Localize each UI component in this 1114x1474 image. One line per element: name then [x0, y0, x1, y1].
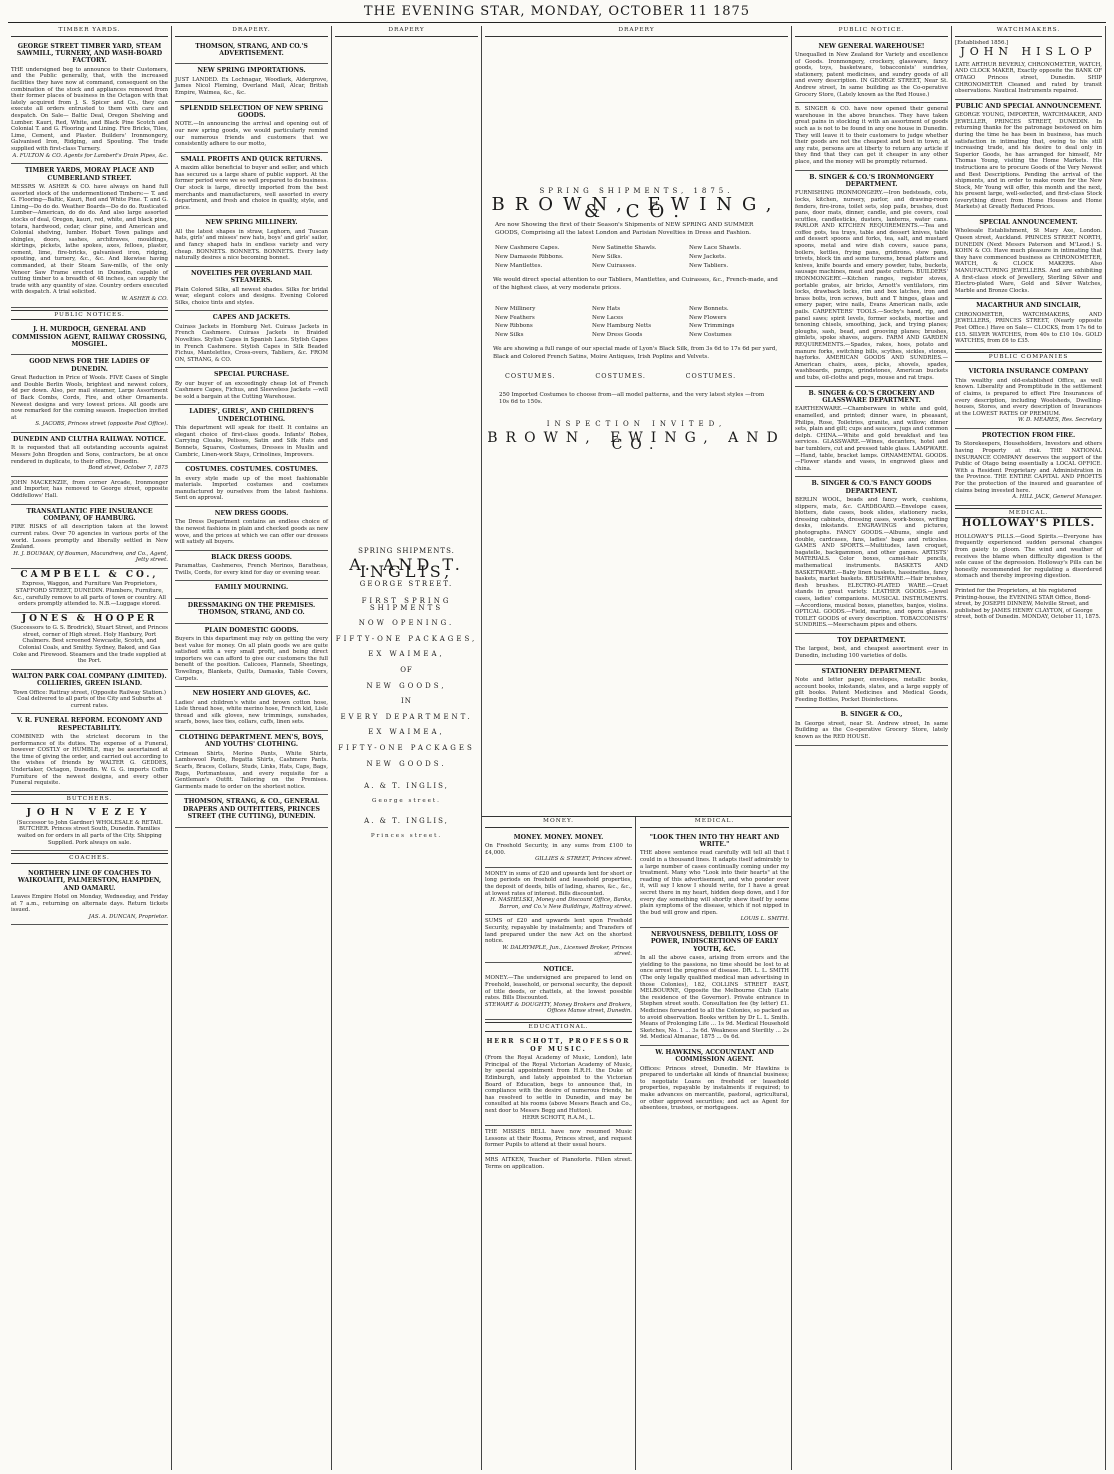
warehouse-section: [795, 171, 948, 387]
medical-column: [637, 817, 792, 1470]
money-ad: [485, 915, 632, 963]
drapery-section-body: All the latest shapes in straw, Leghorn, and Tuscan hats, girls' and misses' new hats, boys' and girls' sailor, and fancy shaped hats in endless variety and very cheap. BONNETS. BONNETS. BONNETS. Every lady naturally desires a nice becoming bonnet.: [175, 228, 328, 262]
section-header-medical: MEDICAL.: [640, 817, 789, 828]
ad-body: MESSRS W. ASHER & CO. have always on hand full assorted stock of the undermentioned Timbers:— T. and G. Flooring—Baltic, Kauri, Red and White Pine. T. and G. Lining—Do do do. Weather Boards—Do do do. Rusticated Lumber—American, do do do. And also large assorted stocks of deal, Oregon, kauri, red, white, and black pine, totara, hardwood, cedar, clear pine, and American and Colonial shelving, lumber. Hobart Town palings and shingles, doors, sashes, architraves, mouldings, skirtings, pickets, lathe spokes, axes, felloes, plaster, cement, lime, fire-bricks, galvanised iron, ridging, spouting, and turnery, &c., &c. And likewise having commanded, at their Steam Saw-mills, of the only Veneer Saw Frame erected in Dunedin, capable of cutting timber to a breadth of 48 inches, can supply the trade with any quantity of size. Country orders executed with despatch. A trial solicited.: [11, 183, 168, 296]
medical-ad-signature: LOUIS L. SMITH.: [740, 916, 789, 923]
notice-signature: H. J. BOUMAN, Of Bouman, Macandrew, and Co., Agent, Jetty street.: [13, 550, 168, 564]
notice: [11, 323, 168, 355]
column-header: DRAPERY.: [175, 26, 328, 37]
money-ad-body: MONEY.—The undersigned are prepared to lend on Freehold, leasehold, or personal security, the deposit of title deeds, or chattels, at the lowest possible rates. Bills Discounted.: [485, 975, 632, 1002]
warehouse-section-title: B. SINGER & CO.'S CROCKERY AND GLASSWARE DEPARTMENT.: [808, 389, 935, 404]
inglis-line: OF: [400, 665, 413, 674]
drapery-section-title: FAMILY MOURNING.: [214, 584, 289, 592]
blank-space: [335, 40, 478, 540]
costumes-label: COSTUMES.: [505, 372, 556, 381]
goods-item: New Lace Shawls.: [689, 245, 742, 252]
holloways-ad: [955, 531, 1102, 585]
section-header-money: MONEY.: [485, 817, 632, 828]
watchmaker-section-title: MACARTHUR AND SINCLAIR,: [976, 302, 1081, 310]
brown-ewing-brand-bottom: BROWN, EWING, AND CO.: [487, 430, 786, 453]
section-header-medical: MEDICAL.: [955, 508, 1102, 519]
coach-body: Leaves Empire Hotel on Monday, Wednesday, and Friday at 7 a.m., returning on alternate days. Return tickets issued.: [11, 894, 168, 914]
notice-body: Great Reduction in Price of Wools. FIVE Cases of Single and Double Berlin Wools, brightest and newest colors, 4d per down. Also, per mail steamer, Large Assortment of Back Combs, Cords, Fire, and other Ornaments. Newest designs and very lowest prices. All goods are now remarked for the coming season. Inspection invited at: [11, 375, 168, 421]
drapery-section-body: The Dress Department contains an endless choice of the newest fashions in plain and checked goods as new wove, and the prices at which we can offer our dresses will satisfy all buyers.: [175, 519, 328, 546]
drapery-section: [175, 40, 328, 65]
money-ad-body: MONEY in sums of £20 and upwards lent for short or long periods on freehold and leasehold properties, the deposit of deeds, bills of lading, shares, &c., &c., at lowest rates of interest. Bills discounted.: [485, 870, 632, 897]
section-header-public-companies: PUBLIC COMPANIES: [955, 352, 1102, 363]
notice: [11, 670, 168, 715]
watchmaker-section-title: PUBLIC AND SPECIAL ANNOUNCEMENT.: [955, 102, 1102, 110]
drapery-section: [175, 216, 328, 266]
notice: [11, 613, 168, 670]
watchmaker-section-body: CHRONOMETER, WATCHMAKERS, AND JEWELLERS, PRINCES STREET, (Nearly opposite Post Office.) Have on Sale— CLOCKS, from 17s 6d to £15. SILVER WATCHES, from 40s to £10 10s. GOLD WATCHES, from £6 to £35.: [955, 311, 1102, 345]
blank-space: [485, 40, 788, 180]
drapery-section: [175, 267, 328, 312]
notice-body: COMBINED with the strictest decorum in the performance of its duties. The expense of a Funeral, however COSTLY or HUMBLE, may be ascertained at the time of giving the order, and carried out according to the wishes of friends by WALTER G. GEDDES, Undertaker, Octagon, Dunedin. W. G. G. imports Coffin Furniture of the newest designs, and every other Funeral requisite.: [11, 734, 168, 787]
inglis-lines: [335, 598, 478, 767]
goods-item: New Silks: [495, 331, 524, 338]
drapery-section: [175, 624, 328, 688]
inspection-invited: INSPECTION INVITED,: [546, 419, 727, 428]
inglis-firm-name: A. AND T. INGLIS,: [349, 555, 464, 581]
notice-body: FIRE RISKS of all description taken at the lowest current rates. Over 70 agencies in various ports of the world. Losses promptly and liberally settled in New Zealand.: [11, 524, 168, 551]
goods-item: New Dress Goods: [592, 331, 643, 338]
drapery-section-title: NEW HOSIERY AND GLOVES, &C.: [192, 690, 311, 698]
notice-body: Town Office: Rattray street, (Opposite Railway Station.) Coal delivered to all parts of the City and Suburbs at current rates.: [13, 689, 166, 709]
section-header-educational: EDUCATIONAL.: [485, 1022, 632, 1033]
watchmaker-section-body: LATE ARTHUR BEVERLY, CHRONOMETER, WATCH, AND CLOCK MAKER, Exactly opposite the BANK OF OTAGO Princes street, Dunedin. SHIP CHRONOMETER Cleaned and rated by transit observations. Nautical Instruments repaired.: [955, 61, 1102, 95]
education-ad: [485, 1035, 632, 1126]
ad-title: TIMBER YARDS, MORAY PLACE AND CUMBERLAND STREET.: [24, 167, 155, 182]
drapery-section: [175, 64, 328, 101]
medical-ad-body: In all the above cases, arising from errors and the yielding to the passions, no time should be lost to at once arrest the progress of disease. DR. L. L. SMITH (The only legally qualified medical man advertising in those Colonies), 182, COLLINS STREET EAST, MELBOURNE, Opposite the Melbourne Club (Late the residence of the Governor). Private entrance in Stephen street south. Consultation fee (by letter) £1. Medicines forwarded to all the Colonies, so packed as to avoid observation. Books written by Dr L. L. Smith. Means of Prolonging Life ... 1s 9d. Medical Household Sketches, No. 1 ... 3s 6d. Weakness and Sterility ... 2s 9d. Medical Almanac, 1875 ... 0s 6d.: [640, 955, 789, 1041]
insurance-ad-title: PROTECTION FROM FIRE.: [981, 431, 1076, 439]
drapery-section-title: NEW SPRING IMPORTATIONS.: [197, 67, 306, 75]
drapery-section-title: DRESSMAKING ON THE PREMISES. THOMSON, STRANG, AND CO.: [187, 601, 316, 617]
column-header: TIMBER YARDS.: [11, 26, 168, 37]
inglis-line: FIFTY-ONE PACKAGES,: [335, 634, 478, 643]
inglis-signature-george: A. & T. INGLIS,: [364, 782, 449, 791]
money-education-column: [482, 817, 636, 1470]
warehouse-section-body: The largest, best, and cheapest assortment ever in Dunedin, including 100 varieties of dolls.: [795, 646, 948, 659]
inglis-signature-princes-street: Princes street.: [370, 832, 443, 839]
medical-ad-body: THE above sentence read carefully will tell all that I could in a thousand lines. It adapts itself admirably to a large number of cases continually coming under my treatment. Many who "Look into their hearts" at the reading of this advertisement, and who ponder over it, will say I know I should write, for I have a great secret there in my heart, hidden deep down, and I for every day something will shortly shew itself by some plain symptoms of the disease, which if not nipped in the bud will grow and ripen.: [640, 850, 789, 916]
money-ad-title: NOTICE.: [543, 965, 574, 973]
drapery-section-title: LADIES', GIRLS', AND CHILDREN'S UNDERCLOTHING.: [189, 408, 314, 423]
inglis-line: NEW GOODS,: [366, 681, 447, 690]
column-header: WATCHMAKERS.: [955, 26, 1102, 37]
education-ad-body: MRS AITKEN, Teacher of Pianoforte. Fillen street. Terms on application.: [485, 1157, 632, 1170]
note-black-silk: We are showing a full range of our special made of Lyon's Black Silk, from 3s 6d to 17s 6d per yard, Black and Colored French Satins, Moire Antiques, Irish Poplins and Velvets.: [493, 346, 778, 360]
ad-asher-timber: [11, 164, 168, 308]
coach-title: NORTHERN LINE OF COACHES TO WAIKOUAITI, PALMERSTON, HAMPDEN, AND OAMARU.: [17, 869, 162, 892]
drapery-section-title: SPLENDID SELECTION OF NEW SPRING GOODS.: [179, 104, 323, 119]
insurance-ad-body: To Storekeepers, Householders, Investors and others having Property at risk. THE NATIONAL INSURANCE COMPANY deserves the support of the Public of Otago being essentially a LOCAL OFFICE. With a Resident Proprietary and Administration in the Province. THE ENTIRE CAPITAL AND PROFITS For the protection of the insured and guarantee of claims being invested here.: [955, 441, 1102, 494]
insurance-ad-signature: A. HILL JACK, General Manager.: [1012, 494, 1102, 501]
goods-item: New Cashmere Capes.: [495, 245, 560, 252]
watchmaker-section: [955, 299, 1102, 349]
column-thomson-strang: [172, 26, 332, 1470]
drapery-section-title: SPECIAL PURCHASE.: [213, 371, 290, 379]
goods-item: New Hats: [592, 305, 621, 312]
column-header: PUBLIC NOTICE.: [795, 26, 948, 37]
medical-ad: [640, 831, 789, 928]
warehouse-section-body: Unequalled in New Zealand for Variety and excellence of Goods. Ironmongery, crockery, glassware, fancy goods, toys, basketware, tobacconists' sundries, stationery, patent medicines, and sundry goods of all and every description. IN GEORGE STREET, Near St. Andrew street, In same building as the Co-operative Grocery Store, (Lately known as the Red House.): [795, 52, 948, 98]
warehouse-section: [795, 665, 948, 709]
accountant-ad-body: Offices: Princes street, Dunedin. Mr Hawkins is prepared to undertake all kinds of financial business; to negotiate Loans on freehold or leasehold properties, repayable by instalments if required; to make advances on mercantile, pastoral, agricultural, or other approved securities; and act as Agent for absentees, trustees, or mortgagees.: [640, 1065, 789, 1112]
ad-signature: A. FULTON & CO. Agents for Lambert's Drain Pipes, &c.: [12, 152, 168, 159]
inglis-signature-princes: A. & T. INGLIS,: [364, 817, 449, 826]
notice-title: DUNEDIN AND CLUTHA RAILWAY. NOTICE.: [13, 436, 166, 443]
watchmaker-section-body: GEORGE YOUNG, IMPORTER, WATCHMAKER, AND JEWELLER, PRINCES STREET, DUNEDIN. In returning thanks for the patronage bestowed on him during the time he has been in business, has much satisfaction in intimating that, owing to his still increasing trade, and his desire to deal only in Superior Goods, he has arranged for himself, Mr Thomas Young, visiting the Home Markets. His instructions are to procure Goods of the Very Newest and Best Descriptions. Pending the arrival of the shipments, and in order to make room for the New Stock, Mr Young will offer, this month and the next, his present large, well-selected, and first-class Stock (everything direct from Home Houses and Home Markets) at Greatly Reduced Prices.: [955, 112, 1102, 211]
notice: [11, 477, 168, 505]
notice: [11, 569, 168, 613]
education-ad-body: THE MISSES BELL have now resumed Music Lessons at their Rooms, Princes street, and request former Pupils to attend at their usual hours.: [485, 1129, 632, 1149]
goods-item: New Bonnets.: [689, 305, 729, 312]
goods-item: New Flowers: [689, 314, 727, 321]
warehouse-section-body: EARTHENWARE.—Chamberware in white and gold, enamelled, and printed; dinner ware, in pheasant, Philips, Rose, Toiletries, granite, and willow; dinner sets, plain and gilt; cups and saucers, jugs and common delph. CHINA.—White and gold breakfast and tea services. GLASSWARE.—Wines, decanters, hotel and bar tumblers, cut and pressed table glass. LAMPWARE.—Hand, table, bracket lamps. ORNAMENTAL GOODS.—Flower stands and vases, in engraved glass and china.: [795, 406, 948, 472]
accountant-ad-title: W. HAWKINS, ACCOUNTANT AND COMMISSION AGENT.: [655, 1048, 774, 1064]
money-ad: [485, 868, 632, 916]
medical-ad: [640, 928, 789, 1046]
drapery-section-title: NEW SPRING MILLINERY.: [205, 219, 298, 227]
insurance-ad-body: This wealthy and old-established Office, as well known. Liberality and Promptitude in the settlement of claims, is prepared to effect Fire Insurances of every description, including Woolsheds, Dwelling-houses, Stores, and every description of Insurances at the LOWEST RATES OF PREMIUM.: [955, 377, 1102, 417]
warehouse-section: [795, 40, 948, 104]
notice-title: V. R. FUNERAL REFORM. ECONOMY AND RESPECTABILITY.: [16, 717, 163, 732]
masthead: THE EVENING STAR, MONDAY, OCTOBER 11 1875: [363, 4, 751, 19]
established-label: [Established 1856.]: [955, 39, 1009, 46]
drapery-section: [175, 102, 328, 153]
inglis-line: FIRST SPRING SHIPMENTS: [361, 596, 452, 612]
goods-grid-2: [495, 306, 778, 338]
warehouse-section-body: FURNISHING IRONMONGERY.—Iron bedsteads, cots, locks, kitchen, nursery, parlor, and drawing-room fenders, fire-irons, toilet sets, slop pails, brushes, dust pans, door mats, dinner, candle, and pie covers, coal scuttles, candlesticks, dusters, lanterns, water cans. PARLOR AND KITCHEN REQUIREMENTS.—Tea and coffee pots, tea trays, table and dessert knives, table and dessert spoons and forks, tea, salt, and mustard spoons, metal and wire dish covers, sauce pans, boilers, kettles, frying pans, gridirons, stew pans, trivets, block tin and some tureens, bread platters and knives, knife boards and emery powder, tubs, buckets, sausage machines, meat and paste cutters. BUILDERS' IRONMONGERY.—Kitchen ranges, register stoves, portable grates, air bricks, Arnott's ventilators, rim locks, drawback locks, rim and box latches, iron and brass bolts, iron screws, butt and T hinges, glass and emery paper, wire nails, Evans American nails, axle pails. CARPENTERS' TOOLS.—Socby's hand, rip, and panel saws; spirit levels, former sockets, mortise and tenoning chisels, smoothing, jack, and trying planes; ploughs, sash, bead, and grooving planes; brushes, gimlets, spoke shaves, augers. FARM AND GARDEN REQUIREMENTS.—Spades, rakes, hoes, potato and manure forks, switching bills, scythes, sickles, stones, hayforks. AMERICAN GOODS AND SUNDRIES.—American chairs, axes, picks, shovels, spades, washboards, pumps, grindstones, American buckets and tubs, oil-cloths and pegs, mouse and rat traps.: [795, 190, 948, 381]
drapery-section-body: By our buyer of an exceedingly cheap lot of French Cashmere Capes, Fichus, and Sleeveless Jackets —will be sold a bargain at the Cutting Warehouse.: [175, 380, 328, 400]
singer-ads: [795, 40, 948, 746]
warehouse-section-body: Note and letter paper, envelopes, metallic books, account books, inkstands, slates, and a large supply of gilt books. Patent Medicines and Medical Goods, Feeding Bottles, Pocket Disinfections.: [795, 676, 948, 703]
insurance-ad: [955, 429, 1102, 506]
inglis-line: EX WAIMEA,: [368, 728, 445, 737]
drapery-section-title: PLAIN DOMESTIC GOODS.: [204, 626, 299, 634]
inglis-line: NEW GOODS.: [366, 759, 447, 768]
spring-shipments-heading: SPRING SHIPMENTS.: [358, 546, 455, 555]
column-header: DRAPERY: [485, 26, 788, 37]
lower-section: [482, 816, 791, 1170]
inglis-street: GEORGE STREET.: [359, 580, 454, 589]
section-header-butchers: BUTCHERS.: [11, 794, 168, 805]
medical-ad-title: NERVOUSNESS, DEBILITY, LOSS OF POWER, INDISCRETIONS OF EARLY YOUTH, &C.: [650, 930, 779, 953]
drapery-section: [175, 368, 328, 405]
ad-title: GEORGE STREET TIMBER YARD, STEAM SAWMILL, TURNERY, AND WASH-BOARD FACTORY.: [16, 42, 163, 65]
butcher-ad: [11, 807, 168, 851]
notice-title: J. H. MURDOCH, GENERAL AND COMMISSION AGENT, RAILWAY CROSSING, MOSGIEL.: [12, 326, 167, 349]
ad-body: THE undersigned beg to announce to their Customers, and the Public generally, that, with the increased facilities they have now at command, consequent on the combination of the stock and appliances removed from their former places of business in the Octagon with that lately acquired from J. S. Spicer and Co., they can execute all orders entrusted to them with care and despatch. On Sale— Baltic Deal, Oregon Shelving and Lumber. Kauri, Red, White, and Black Pine Scotch and Colonial T. and G. Flooring and Lining. Fire Bricks, Tiles, Lime, Cement, and Plaster. Builders' Ironmongery, Galvanised Iron, Ridging, and Spouting. The trade supplied with first-class Turnery.: [11, 66, 168, 152]
butcher-title: JOHN VEZEY: [26, 808, 153, 819]
money-ad-signature: W. DALRYMPLE, Jun., Licensed Broker, Princes street.: [502, 944, 632, 958]
notice-title: TRANSATLANTIC FIRE INSURANCE COMPANY, OF HAMBURG.: [26, 507, 153, 522]
inglis-line: EX WAIMEA,: [368, 650, 445, 659]
column-watchmakers: [952, 26, 1106, 1470]
drapery-section-title: COSTUMES. COSTUMES. COSTUMES.: [185, 466, 318, 474]
drapery-section-title: CAPES AND JACKETS.: [212, 314, 291, 322]
drapery-section: [175, 581, 328, 598]
column-inglis: [332, 26, 482, 1470]
education-ad-title: HERR SCHOTT, PROFESSOR OF MUSIC.: [486, 1038, 631, 1053]
insurance-ad-title: VICTORIA INSURANCE COMPANY: [968, 368, 1089, 376]
warehouse-section-body: In George street, near St. Andrew street, In same Building as the Co-operative Grocery Store, lately known as the RED HOUSE.: [795, 720, 948, 740]
drapery-section: [175, 507, 328, 551]
drapery-section-body: In every style made up of the most fashionable materials. Imported costumes and costumes manufactured by ourselves from the latest fashions. Sent on approval.: [175, 475, 328, 502]
warehouse-section: [795, 477, 948, 634]
column-header: DRAPERY: [335, 26, 478, 37]
money-ad-signature: STEWART & DOUGHTY, Money Brokers and Brokers, Offices Manse street, Dunedin.: [485, 1001, 632, 1015]
warehouse-section: [795, 387, 948, 478]
warehouse-section-title: B. SINGER & CO.'S FANCY GOODS DEPARTMENT.: [811, 480, 932, 495]
butcher-body: (Successor to John Gardner) WHOLESALE & RETAIL BUTCHER. Princes street South, Dunedin. Families waited on for orders in all parts of the City. Shipping Supplied. Pork always on sale.: [16, 819, 163, 846]
drapery-section-body: A maxim alike beneficial to buyer and seller, and which has secured us a large share of public support. At the former period were we so well prepared to do business. Our stock is large, directly imported from the best merchants and manufacturers, well assorted in every department, and fresh and choice in quality, style, and price.: [175, 165, 328, 211]
note-costumes: 250 Imported Costumes to choose from—all model patterns, and the very latest styles —from 10s 6d to 150s.: [499, 391, 765, 406]
inglis-signature-george-street: George street.: [372, 797, 441, 804]
goods-item: New Jackets.: [689, 253, 727, 260]
goods-item: New Trimmings: [689, 323, 735, 330]
notice: [11, 505, 168, 569]
brown-ewing-intro: Are now Showing the first of their Season's Shipments of NEW SPRING AND SUMMER GOODS, Comprising all the latest London and Parisian Novelties in Dress and Fashion.: [495, 222, 754, 237]
warehouse-section-title: TOY DEPARTMENT.: [837, 636, 906, 644]
warehouse-section: [795, 708, 948, 745]
notice-title: CAMPBELL & CO.,: [20, 569, 159, 580]
coach-signature: JAS. A. DUNCAN, Proprietor.: [88, 913, 168, 920]
goods-item: New Satinette Shawls.: [592, 245, 657, 252]
brown-ewing-brand: BROWN, EWING, & CO.: [491, 194, 782, 222]
holloways-pills-title: HOLLOWAY'S PILLS.: [961, 518, 1096, 530]
ad-signature: W. ASHER & CO.: [121, 296, 168, 303]
watchmaker-section-body: Wholesale Establishment, St Mary Axe, London. Queen street, Auckland. PRINCES STREET NORTH, DUNEDIN (Next Messrs Paterson and M'Leod.) S. KOHN & CO. Have much pleasure in intimating that they have commenced business as CHRONOMETER, WATCH, & CLOCK MAKERS. Also MANUFACTURING JEWELLERS. And are exhibiting A first-class stock of Jewellery, Sterling Silver and Electro-plated Ware, Gold and Silver Watches, Marble and Bronze Clocks.: [955, 228, 1102, 294]
notice: [11, 355, 168, 433]
printers-imprint: Printed for the Proprietors, at his registered Printing-house, the EVENING STAR Office, Bond-street, by JOSEPH DINNEW, Melville Street, and published by JAMES HENRY CLAYTON, of George street, both of Dunedin. MONDAY, October 11, 1875.: [955, 588, 1101, 621]
insurance-ad-signature: W. D. MEARES, Res. Secretary: [1018, 417, 1102, 424]
drapery-section-title: CLOTHING DEPARTMENT. MEN'S, BOYS, AND YOUTHS' CLOTHING.: [179, 733, 324, 749]
goods-item: New Cuirasses.: [592, 262, 637, 269]
insurance-ad: [955, 365, 1102, 429]
notice-signature: Bond street, October 7, 1875: [88, 465, 168, 472]
inglis-line: FIFTY-ONE PACKAGES: [338, 743, 475, 752]
section-header-coaches: COACHES.: [11, 853, 168, 864]
inglis-line: IN: [401, 697, 412, 706]
drapery-section-body: Paramattas, Cashmeres, French Merinos, Baratheas, Twills, Cords, for every kind for day or evening wear.: [175, 563, 328, 576]
inglis-line: EVERY DEPARTMENT.: [340, 712, 473, 721]
watchmaker-section: [955, 59, 1102, 100]
drapery-section-title: NEW DRESS GOODS.: [214, 510, 289, 518]
note-tabliers: We would direct special attention to our Tabliers, Mantlettes, and Cuirasses, &c., French-made, and of the highest class, at very moderate prices.: [493, 277, 778, 291]
goods-item: New Feathers: [495, 314, 535, 321]
notice: [11, 433, 168, 477]
watchmaker-section: [955, 216, 1102, 299]
warehouse-section-title: STATIONERY DEPARTMENT.: [821, 667, 922, 675]
column-timber: [8, 26, 172, 1470]
watchmaker-ads: [955, 59, 1102, 350]
notice: [11, 714, 168, 792]
drapery-section: [175, 599, 328, 624]
goods-item: New Ribbons: [495, 323, 533, 330]
drapery-section-title: THOMSON, STRANG, AND CO.'S ADVERTISEMENT.: [195, 42, 308, 57]
costumes-label: COSTUMES.: [685, 372, 737, 381]
goods-item: New Mantlettes.: [495, 262, 543, 269]
drapery-section-body: Buyers in this department may rely on getting the very best value for money. On all plain goods we are quite satisfied with a very small profit, and being direct importers we can afford to give our customers the full benefit of the position. Calicoes, Flannels, Sheetings, Towelings, Blankets, Quilts, Damasks, Table Covers, Carpets.: [175, 636, 328, 682]
goods-item: New Laces: [592, 314, 624, 321]
drapery-section-body: Crimean Shirts, Merino Pants, White Shirts, Lambswool Pants, Regatta Shirts, Cashmere Pants. Scarfs, Braces, Collars, Studs, Links, Hats, Caps, Bags, Rugs, Portmanteaus, and every requisite for a Gentleman's Outfit. Tailoring on the Premises. Garments made to order on the shortest notice.: [175, 750, 328, 790]
drapery-section: [175, 405, 328, 463]
drapery-section-body: NOTE.—In announcing the arrival and opening out of our new spring goods, we would particularly remind our numerous friends and customers that we consistently adhere to our motto,: [175, 121, 328, 148]
notice-title: WALTON PARK COAL COMPANY (LIMITED). COLLIERIES, GREEN ISLAND.: [12, 672, 167, 688]
costumes-label: COSTUMES.: [595, 372, 646, 381]
notice-signature: S. JACOBS, Princes street (opposite Post Office).: [35, 421, 168, 428]
drapery-section: [175, 795, 328, 827]
money-ad-body: SUMS of £20 and upwards lent upon Freehold Security, repayable by instalments; and Transfers of land prepared under the new Act on the shortest notice.: [485, 918, 632, 945]
drapery-section-body: JUST LANDED. Ex Lochnagar, Woodlark, Aldergrove, James Nicol Fleming, Overland Mail, Alcar, British Empire, Waimea, &c., &c.: [175, 76, 328, 96]
education-ad-body: (From the Royal Academy of Music, London), late Principal of the Royal Victorian Academy of Music, by special appointment from H.R.H. the Duke of Edinburgh, and lately appointed to the Victorian Board of Education, begs to announce that, in compliance with the desire of numerous friends, he has resolved to settle in Dunedin, and may be consulted at his rooms (above Messrs Reach and Co., next door to Messrs Begg and Hutton).: [485, 1055, 632, 1115]
warehouse-section: [795, 634, 948, 665]
warehouse-section-body: B. SINGER & CO. have now opened their general warehouse in the above branches. They have taken great pains in stocking it with an assortment of goods such as is not to be found in any one house in Dunedin. They will leave it to their customers to judge whether their goods are not the cheapest and best in town; at any rate, persons are at liberty to return any article if they find that they can get it cheaper in any other place, and the money will be promptly returned.: [795, 106, 948, 165]
notice-body: Express, Waggon, and Furniture Van Proprietors, STAFFORD STREET, DUNEDIN. Plumbers, Furniture, &c., carefully remove to all parts of town or country. All orders promptly attended to. N.B.—Luggage stored.: [13, 581, 166, 608]
notice-title: JOHN MACKENZIE, from corner Arcade, Ironmonger and Importer, has removed to George street, opposite Oddfellows' Hall.: [11, 479, 168, 499]
money-ad-body: On Freehold Security, in any sums from £100 to £4,000.: [485, 843, 632, 856]
column-brown-ewing: [482, 26, 792, 1470]
money-ad-title: MONEY. MONEY. MONEY.: [513, 833, 604, 841]
drapery-section-body: Ladies' and children's white and brown cotton hose, Lisle thread hose, white merino hose, French kid, Lisle thread and silk gloves, new trimmings, sunshades, scarfs, bows, lace ties, collars, cuffs, linen sets.: [175, 699, 328, 726]
goods-item: New Tabliers.: [689, 262, 729, 269]
watchmaker-section-title: SPECIAL ANNOUNCEMENT.: [979, 219, 1078, 227]
warehouse-section-title: B. SINGER & CO.'S IRONMONGERY DEPARTMENT.: [809, 173, 934, 188]
holloways-ad-body: HOLLOWAY'S PILLS.—Good Spirits.—Everyone has frequently experienced sudden personal changes from gaiety to gloom. The wind and weather of receives the blame when difficulty digestion is the sole cause of the depression. Holloway's Pills can be honestly recommended for regulating a disordered stomach and thereby improving digestion.: [955, 533, 1102, 580]
notice-title: GOOD NEWS FOR THE LADIES OF DUNEDIN.: [29, 358, 150, 373]
goods-item: New Millinery: [495, 305, 536, 312]
masthead-rule: [8, 22, 1106, 23]
education-ad-signature: HERR SCHOTT, R.A.M., L.: [522, 1114, 595, 1121]
goods-item: New Costumes: [689, 331, 732, 338]
drapery-section: [175, 731, 328, 795]
costumes-row: [505, 373, 768, 380]
drapery-section: [175, 153, 328, 217]
money-ad-signature: GILLIES & STREET, Princes street.: [535, 856, 632, 863]
column-singer: [792, 26, 952, 1470]
drapery-section-body: This department will speak for itself. It contains an elegant choice of first-class goods. Infants' Robes, Carrying Cloaks, Pelisses, Satin and Silk Hats and Bonnets, Squares, Costumes, Dresses in Muslin and Cambric, Linen-work Stays, Crinolines, Improvers.: [175, 425, 328, 458]
ad-george-street-timber: [11, 40, 168, 165]
goods-item: New Hamburg Netts: [592, 323, 652, 330]
notice-title: JONES & HOOPER: [21, 613, 158, 624]
inglis-line: NOW OPENING.: [358, 619, 455, 628]
drapery-section-body: Plain Colored Silks, all newest shades. Silks for bridal wear, elegant colors and designs. Evening Colored Silks, choice tints and styles.: [175, 286, 328, 306]
goods-item: New Damassie Ribbons.: [495, 253, 564, 260]
medical-ad-title: "LOOK THEN INTO THY HEART AND WRITE.": [649, 833, 780, 848]
watchmaker-section: [955, 100, 1102, 216]
money-ad: [485, 831, 632, 868]
drapery-section-title: THOMSON, STRANG, & CO., GENERAL DRAPERS AND OUTFITTERS, PRINCES STREET (THE CUTTING), DUNEDIN.: [183, 798, 320, 821]
drapery-section: [175, 551, 328, 582]
warehouse-section-title: NEW GENERAL WAREHOUSE!: [818, 42, 925, 50]
warehouse-section-body: BERLIN WOOL, beads and fancy work, cushions, slippers, mats, &c. CARDBOARD.—Envelope cases, blotters, date cases, book slides, stationery racks, dressing cabinets, dressing cases, work-boxes, writing desks, inkstands. ENGRAVINGS and pictures, photographs. FANCY GOODS.—Albums, single and double, cardcases, fans, ladies' bags and reticules. GAMES AND SPORTS.—Multitudes, lawn croquet, bagatelle, backgammon, and other games. ARTISTS' MATERIALS. Color boxes, camel-hair pencils, mathematical instruments. BASKETS AND BASKETWARE.—Baby linen baskets, hassinettes, fancy baskets, market baskets. BRUSHWARE.—Hair brushes, flesh brushes. ELECTRO-PLATED WARE.—Cruet stands in great variety. LEATHER GOODS.—Jewel cases, ladies' companions. MUSICAL INSTRUMENTS.—Accordions, musical boxes, pianettes, banjos, violins. OPTICAL GOODS.—Field, marine, and opera glasses. TOILET GOODS of every description. TOBACCONISTS' SUNDRIES.—Meerschaum pipes and others.: [795, 497, 948, 629]
drapery-section-body: Cuirass Jackets in Homburg Net. Cuirass Jackets in French Cashmere. Cuirass Jackets in Braided Novelties. Stylish Capes in Spanish Lace. Stylish Capes in French Cashmere. Stylish Capes in Silk Beaded Fichus, Mantelettes, Cross-overs, Tabliers, &c. FROM ON, STRANG, & CO.: [175, 323, 328, 363]
drapery-section-title: NOVELTIES PER OVERLAND MAIL STEAMERS.: [191, 269, 312, 285]
goods-grid-1: [495, 245, 778, 269]
spring-shipments-1875: SPRING SHIPMENTS, 1875.: [539, 186, 734, 195]
warehouse-section: [795, 103, 948, 170]
money-ad-signature: H. NASHELSKI, Money and Discount Office, Banks, Barron, and Co.'s New Buildings, Rattray street.: [490, 897, 632, 910]
hislop-name: JOHN HISLOP: [960, 45, 1097, 59]
thomson-strang-ad: [175, 40, 328, 828]
drapery-section-title: BLACK DRESS GOODS.: [211, 553, 292, 561]
warehouse-section-title: B. SINGER & CO.,: [840, 711, 903, 719]
education-ad: [485, 1126, 632, 1154]
education-ad: [485, 1154, 632, 1174]
drapery-section: [175, 687, 328, 731]
money-ad: [485, 963, 632, 1020]
notice-body: (Successors to G. S. Brodrick), Stuart Street, and Princes street, corner of High street. Holy Hanbury, Port Chalmers. Best screened Newcastle, Scotch, and Colonial Coals, and Smithy. Sydney, Baked, and Gas Coke and Firewood. Steamers and the trade supplied at the Port.: [11, 625, 168, 665]
goods-item: New Silks.: [592, 253, 623, 260]
section-header-public-notices: PUBLIC NOTICES.: [11, 310, 168, 321]
drapery-section: [175, 463, 328, 507]
drapery-section-title: SMALL PROFITS AND QUICK RETURNS.: [180, 155, 323, 163]
drapery-section: [175, 311, 328, 368]
notice-body: It is requested that all outstanding accounts against Messrs John Brogden and Sons, contractors, be at once rendered in duplicate, to their office, Dunedin.: [11, 445, 168, 465]
accountant-ad: [640, 1046, 789, 1116]
coach-ad: [11, 867, 168, 926]
